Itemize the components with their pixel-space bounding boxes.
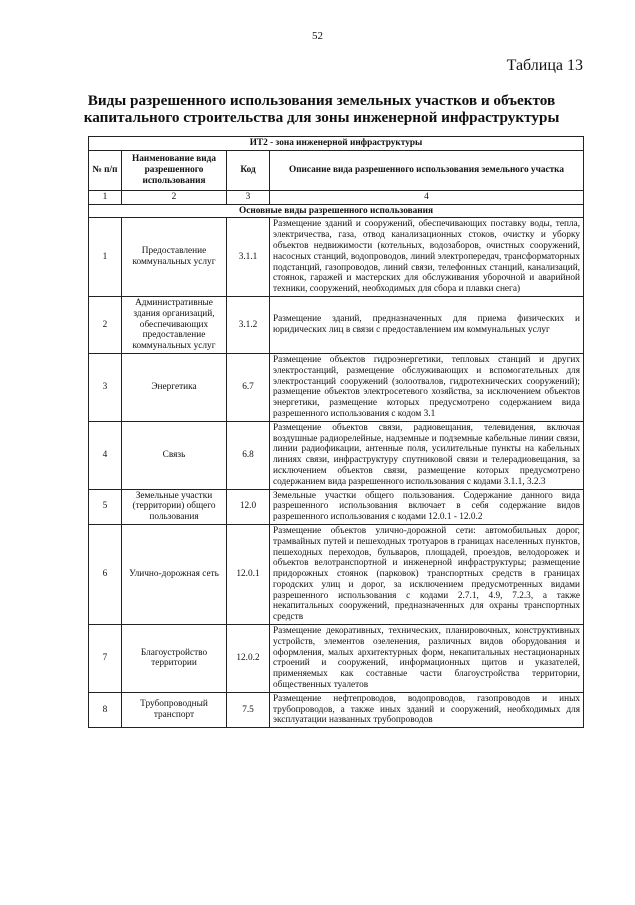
row-number: 2 (89, 296, 122, 353)
row-code: 6.7 (227, 353, 270, 421)
row-code: 12.0.2 (227, 625, 270, 693)
header-name: Наименование вида разрешенного использования (122, 150, 227, 190)
table-row (89, 625, 584, 693)
title-line-2: капитального строительства для зоны инженерной инфраструктуры (83, 109, 560, 126)
header-num: № п/п (89, 150, 122, 190)
row-description: Размещение объектов гидроэнергетики, тепловых станций и других электростанций, размещение обслуживающих и вспомогательных для электростанций сооружений (золоотвалов, гидротехнических сооружений); размещение объектов электросетевого хозяйства, за исключением объектов энергетики, размещение которых предусмотрено содержанием вида разрешенного использования с кодом 3.1 (270, 353, 584, 421)
section-title: Основные виды разрешенного использования (89, 204, 584, 218)
row-number: 1 (89, 218, 122, 297)
column-index: 2 (122, 190, 227, 204)
table-caption: Таблица 13 (506, 57, 583, 74)
column-index: 1 (89, 190, 122, 204)
row-use-name: Улично-дорожная сеть (122, 524, 227, 624)
title-line-1: Виды разрешенного использования земельных участков и объектов (87, 92, 556, 109)
row-use-name: Связь (122, 421, 227, 489)
row-description: Размещение объектов связи, радиовещания, телевидения, включая воздушные радиорелейные, надземные и подземные кабельные линии связи, линии радиофикации, антенные поля, усилительные пункты на кабельных линиях связи, инфраструктуру спутниковой связи и телерадиовещания, за исключением объектов связи, размещение которых предусмотрено содержанием вида разрешенного использования с кодами 3.1.1, 3.2.3 (270, 421, 584, 489)
row-description: Размещение объектов улично-дорожной сети: автомобильных дорог, трамвайных путей и пешеходных тротуаров в границах населенных пунктов, пешеходных переходов, бульваров, площадей, проездов, велодорожек и объектов велотранспортной и инженерной инфраструктуры; размещение придорожных стоянок (парковок) транспортных средств в границах городских улиц и дорог, за исключением предусмотренных видами разрешенного использования с кодами 2.7.1, 4.9, 7.2.3, а также некапитальных сооружений, предназначенных для охраны транспортных средств (270, 524, 584, 624)
row-code: 7.5 (227, 692, 270, 727)
row-use-name: Административные здания организаций, обеспечивающих предоставление коммунальных услуг (122, 296, 227, 353)
row-use-name: Благоустройство территории (122, 625, 227, 693)
table-row (89, 353, 584, 421)
section-row (89, 204, 584, 218)
row-number: 6 (89, 524, 122, 624)
row-use-name: Трубопроводный транспорт (122, 692, 227, 727)
land-use-table (88, 136, 584, 728)
column-header-row (89, 150, 584, 190)
zone-header-row (89, 137, 584, 151)
document-title (60, 92, 583, 126)
table-row (89, 421, 584, 489)
header-code: Код (227, 150, 270, 190)
row-code: 3.1.2 (227, 296, 270, 353)
table-row (89, 296, 584, 353)
row-description: Земельные участки общего пользования. Содержание данного вида разрешенного использования включает в себя содержание видов разрешенного использования с кодами 12.0.1 - 12.0.2 (270, 489, 584, 524)
row-use-name: Земельные участки (территории) общего пользования (122, 489, 227, 524)
row-use-name: Предоставление коммунальных услуг (122, 218, 227, 297)
table-row (89, 524, 584, 624)
row-code: 6.8 (227, 421, 270, 489)
row-code: 12.0.1 (227, 524, 270, 624)
column-index: 4 (270, 190, 584, 204)
header-desc: Описание вида разрешенного использования земельного участка (270, 150, 584, 190)
row-number: 7 (89, 625, 122, 693)
column-index-row (89, 190, 584, 204)
row-description: Размещение зданий и сооружений, обеспечивающих поставку воды, тепла, электричества, газа, отвод канализационных стоков, очистку и уборку объектов недвижимости (котельных, водозаборов, очистных сооружений, насосных станций, водопроводов, линий электропередач, трансформаторных подстанций, газопроводов, линий связи, телефонных станций, канализаций, стоянок, гаражей и мастерских для обслуживания уборочной и аварийной техники, сооружений, необходимых для сбора и плавки снега) (270, 218, 584, 297)
row-number: 8 (89, 692, 122, 727)
table-row (89, 692, 584, 727)
row-number: 4 (89, 421, 122, 489)
table-row (89, 218, 584, 297)
zone-header: ИТ2 - зона инженерной инфраструктуры (89, 137, 584, 151)
row-number: 5 (89, 489, 122, 524)
row-description: Размещение нефтепроводов, водопроводов, газопроводов и иных трубопроводов, а также иных зданий и сооружений, необходимых для эксплуатации названных трубопроводов (270, 692, 584, 727)
row-description: Размещение зданий, предназначенных для приема физических и юридических лиц в связи с предоставлением им коммунальных услуг (270, 296, 584, 353)
row-description: Размещение декоративных, технических, планировочных, конструктивных устройств, элементов озеленения, различных видов оборудования и оформления, малых архитектурных форм, некапитальных нестационарных строений и сооружений, информационных щитов и указателей, применяемых как составные части благоустройства территории, общественных туалетов (270, 625, 584, 693)
column-index: 3 (227, 190, 270, 204)
page-number: 52 (312, 30, 323, 42)
row-code: 12.0 (227, 489, 270, 524)
row-use-name: Энергетика (122, 353, 227, 421)
table-row (89, 489, 584, 524)
row-code: 3.1.1 (227, 218, 270, 297)
row-number: 3 (89, 353, 122, 421)
